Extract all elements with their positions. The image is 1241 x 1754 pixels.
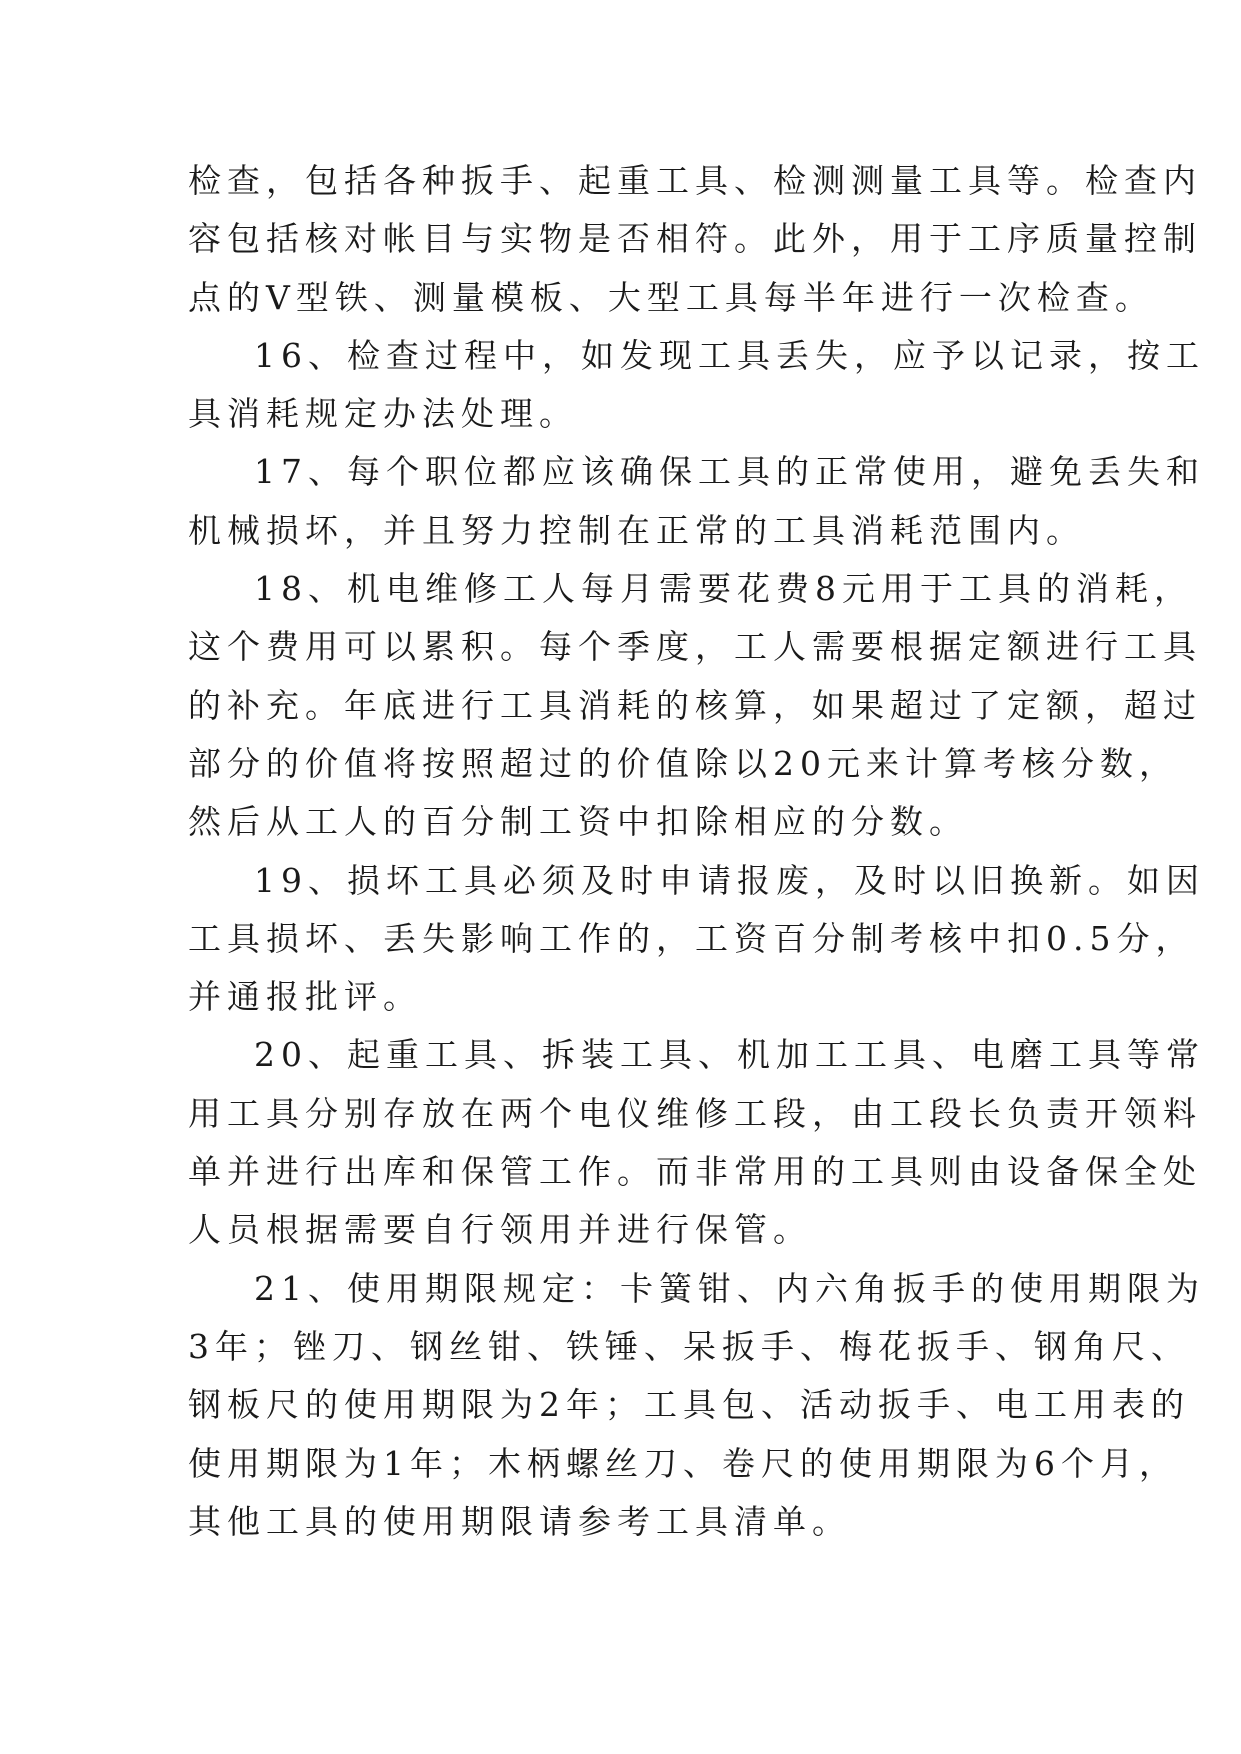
paragraph-continued [188,152,1202,327]
text-line: 容包括核对帐目与实物是否相符。此外，用于工序质量控制 [188,219,1202,259]
text-line: 21、使用期限规定：卡簧钳、内六角扳手的使用期限为 [254,1268,1205,1308]
paragraph-item-20 [188,1026,1205,1259]
text-line: 18、机电维修工人每月需要花费8元用于工具的消耗， [254,569,1193,609]
paragraph-item-17 [188,443,1205,560]
text-line: 用工具分别存放在两个电仪维修工段，由工段长负责开领料 [188,1093,1202,1133]
text-line: 工具损坏、丢失影响工作的，工资百分制考核中扣0.5分， [188,918,1195,958]
text-line: 然后从工人的百分制工资中扣除相应的分数。 [188,802,968,842]
text-line: 具消耗规定办法处理。 [188,394,578,434]
text-line: 单并进行出库和保管工作。而非常用的工具则由设备保全处 [188,1152,1202,1192]
text-line: 16、检查过程中，如发现工具丢失，应予以记录，按工 [254,335,1205,375]
text-line: 的补充。年底进行工具消耗的核算，如果超过了定额，超过 [188,685,1202,725]
text-line: 20、起重工具、拆装工具、机加工工具、电磨工具等常 [254,1035,1205,1075]
document-body [188,152,1205,1551]
text-line: 这个费用可以累积。每个季度，工人需要根据定额进行工具 [188,627,1202,667]
paragraph-item-16 [188,327,1205,444]
text-line: 钢板尺的使用期限为2年；工具包、活动扳手、电工用表的 [188,1385,1190,1425]
text-line: 点的V型铁、测量模板、大型工具每半年进行一次检查。 [188,277,1154,317]
text-line: 检查，包括各种扳手、起重工具、检测测量工具等。检查内 [188,161,1202,200]
text-line: 使用期限为1年；木柄螺丝刀、卷尺的使用期限为6个月， [188,1443,1178,1483]
paragraph-item-19 [188,852,1205,1027]
text-line: 19、损坏工具必须及时申请报废，及时以旧换新。如因 [254,860,1205,900]
paragraph-item-18 [188,560,1202,851]
text-line: 17、每个职位都应该确保工具的正常使用，避免丢失和 [254,452,1205,492]
text-line: 其他工具的使用期限请参考工具清单。 [188,1501,851,1541]
text-line: 机械损坏，并且努力控制在正常的工具消耗范围内。 [188,510,1085,550]
text-line: 3年；锉刀、钢丝钳、铁锤、呆扳手、梅花扳手、钢角尺、 [188,1326,1190,1366]
text-line: 部分的价值将按照超过的价值除以20元来计算考核分数， [188,743,1178,783]
text-line: 并通报批评。 [188,977,422,1017]
paragraph-item-21 [188,1260,1205,1551]
text-line: 人员根据需要自行领用并进行保管。 [188,1210,812,1250]
